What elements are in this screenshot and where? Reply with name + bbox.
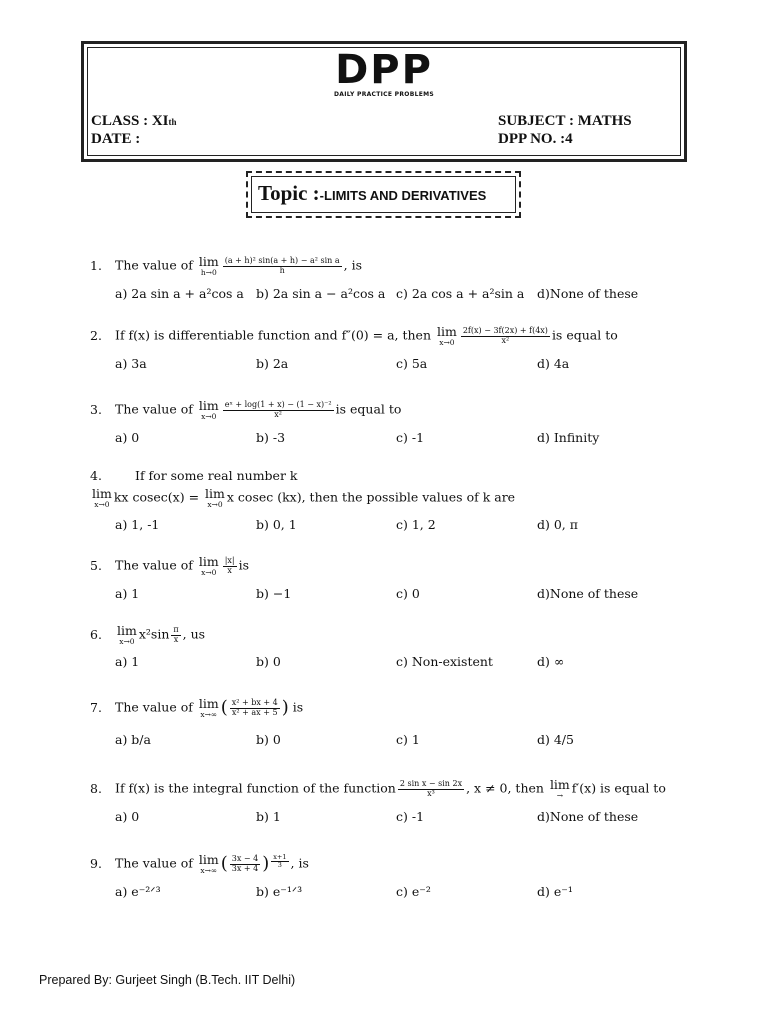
- q7-option-d: d) 4/5: [537, 732, 574, 747]
- q1-option-d: d)None of these: [537, 286, 639, 301]
- date-field: DATE :: [91, 131, 141, 147]
- header-box: [81, 41, 687, 162]
- question-4: 4. If for some real number k: [90, 468, 298, 483]
- question-8: 8. If f(x) is the integral function of the function $\frac{\text{2 sin x − sin 2x}}{\text{x³}}$ , x ≠ 0, then lim → f′(x) is equal to: [90, 777, 666, 800]
- q3-option-b: b) -3: [256, 430, 286, 445]
- logo-subtitle: DAILY PRACTICE PROBLEMS: [334, 91, 434, 98]
- q5-option-b: b) −1: [256, 586, 292, 601]
- q4-option-d: d) 0, π: [537, 517, 578, 532]
- question-5: 5. The value of lim x→0 $\frac{|x|}{x}$ is: [90, 554, 250, 577]
- q5-option-c: c) 0: [396, 586, 420, 601]
- q4-option-b: b) 0, 1: [256, 517, 297, 532]
- q3-option-a: a) 0: [115, 430, 140, 445]
- q9-option-a: a) e⁻²ᐟ³: [115, 884, 161, 899]
- question-4-line-2: lim x→0 kx cosec(x) = lim x→0 x cosec (kx), then the possible values of k are: [92, 486, 516, 509]
- class-field: CLASS : XIth: [91, 113, 177, 129]
- q3-option-d: d) Infinity: [537, 430, 600, 445]
- q8-option-c: c) -1: [396, 809, 425, 824]
- q8-option-b: b) 1: [256, 809, 281, 824]
- q2-option-b: b) 2a: [256, 356, 289, 371]
- topic-title: LIMITS AND DERIVATIVES: [324, 188, 487, 203]
- q6-option-d: d) ∞: [537, 654, 565, 669]
- question-9: 9. The value of lim x→∞ ( $\frac{3x - 4}{3x + 4}$ ) $\frac{x+1}{3}$ , is: [90, 852, 309, 875]
- q8-option-a: a) 0: [115, 809, 140, 824]
- q8-option-d: d)None of these: [537, 809, 639, 824]
- question-1: 1. The value of lim h→0 $\frac{\text{(a + h)² sin(a + h) − a² sin a}}{h}$ , is: [90, 254, 362, 277]
- q2-option-d: d) 4a: [537, 356, 570, 371]
- q9-option-d: d) e⁻¹: [537, 884, 573, 899]
- q6-option-c: c) Non-existent: [396, 654, 493, 669]
- q6-option-b: b) 0: [256, 654, 281, 669]
- dpp-logo: DPP: [335, 47, 433, 93]
- topic-heading: Topic :-LIMITS AND DERIVATIVES: [258, 181, 487, 205]
- q2-option-a: a) 3a: [115, 356, 147, 371]
- q1-option-a: a) 2a sin a + a²cos a: [115, 286, 244, 301]
- question-6: 6. lim x→0 x²sin $\frac{\pi}{x}$ , us: [90, 623, 206, 646]
- dpp-number: DPP NO. :4: [498, 131, 573, 147]
- q5-option-a: a) 1: [115, 586, 140, 601]
- q1-option-c: c) 2a cos a + a²sin a: [396, 286, 525, 301]
- q9-option-b: b) e⁻¹ᐟ³: [256, 884, 303, 899]
- topic-box: [246, 171, 521, 218]
- q5-option-d: d)None of these: [537, 586, 639, 601]
- question-3: 3. The value of lim x→0 $\frac{\text{eˣ + log(1 + x) − (1 − x)⁻²}}{\text{x²}}$ is equal to: [90, 398, 402, 421]
- q1-option-b: b) 2a sin a − a²cos a: [256, 286, 386, 301]
- q7-option-c: c) 1: [396, 732, 420, 747]
- q6-option-a: a) 1: [115, 654, 140, 669]
- q4-option-c: c) 1, 2: [396, 517, 436, 532]
- q2-option-c: c) 5a: [396, 356, 428, 371]
- q7-option-b: b) 0: [256, 732, 281, 747]
- footer-credit: Prepared By: Gurjeet Singh (B.Tech. IIT Delhi): [39, 973, 296, 987]
- q3-option-c: c) -1: [396, 430, 425, 445]
- question-7: 7. The value of lim x→∞ ( $\frac{\text{x² + bx + 4}}{\text{x² + ax + 5}}$ ) is: [90, 696, 304, 719]
- subject-field: SUBJECT : MATHS: [498, 113, 632, 129]
- question-2: 2. If f(x) is differentiable function and f″(0) = a, then lim x→0 $\frac{2f(x) - 3f(2x) + f(4x)}{\text{x²}}$ is equal to: [90, 324, 618, 347]
- q7-option-a: a) b/a: [115, 732, 151, 747]
- q9-option-c: c) e⁻²: [396, 884, 431, 899]
- q4-option-a: a) 1, -1: [115, 517, 160, 532]
